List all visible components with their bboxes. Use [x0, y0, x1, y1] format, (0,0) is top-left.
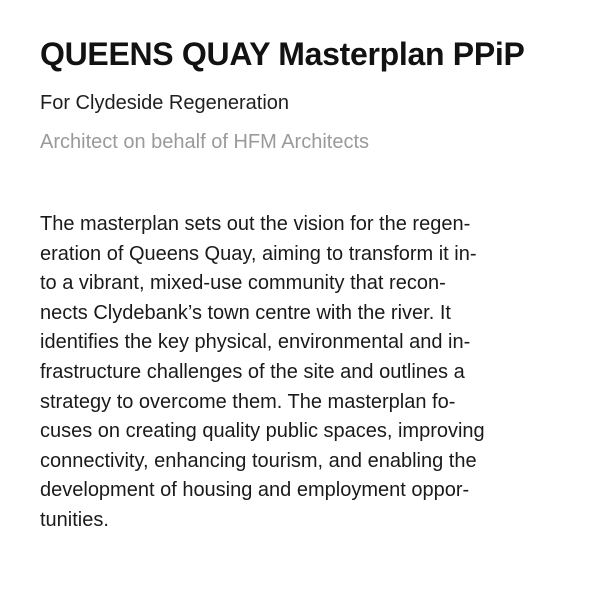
project-title: QUEENS QUAY Masterplan PPiP [40, 36, 525, 72]
description-line: The masterplan sets out the vision for the regen- [40, 213, 471, 235]
description-line: tunities. [40, 508, 109, 531]
description-line: eration of Queens Quay, aiming to transform it in- [40, 242, 477, 265]
description-line: connectivity, enhancing tourism, and enabling the [40, 449, 477, 472]
description-line: strategy to overcome them. The masterplan fo- [40, 390, 456, 413]
project-description [40, 210, 570, 536]
architect-byline: Architect on behalf of HFM Architects [40, 131, 370, 153]
description-line: identifies the key physical, environmental and in- [40, 331, 471, 354]
description-line: development of housing and employment oppor- [40, 479, 470, 502]
description-line: nects Clydebank’s town centre with the river. It [40, 301, 451, 324]
description-line: to a vibrant, mixed-use community that recon- [40, 272, 446, 295]
description-line: frastructure challenges of the site and outlines a [40, 360, 465, 383]
client-subtitle: For Clydeside Regeneration [40, 92, 290, 114]
description-line: cuses on creating quality public spaces, improving [40, 420, 485, 443]
